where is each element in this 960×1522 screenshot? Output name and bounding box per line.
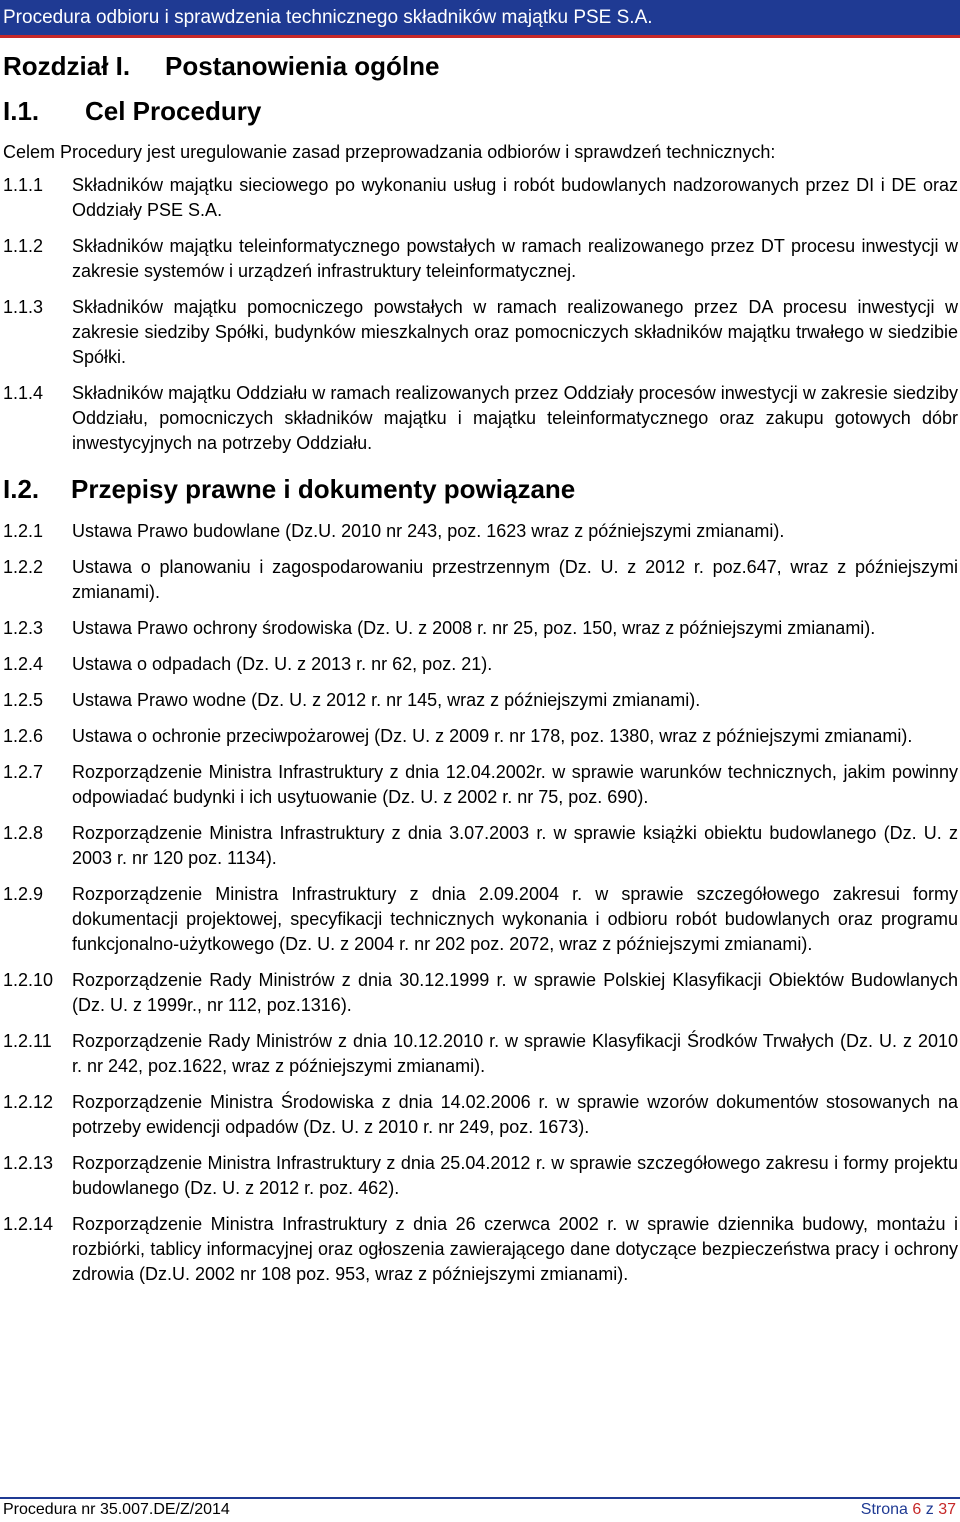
list-item (3, 616, 958, 641)
item-text: Ustawa o planowaniu i zagospodarowaniu przestrzennym (Dz. U. z 2012 r. poz.647, wraz z późniejszymi zmianami). (72, 557, 958, 602)
item-number: 1.2.9 (3, 884, 44, 904)
list-item (3, 555, 958, 605)
section-1-list (3, 173, 958, 456)
page-number: 6 (912, 1501, 922, 1518)
item-text: Ustawa o ochronie przeciwpożarowej (Dz. U. z 2009 r. nr 178, poz. 1380, wraz z późniejszymi zmianami). (72, 726, 913, 746)
footer-page-indicator (861, 1500, 956, 1520)
item-text: Składników majątku Oddziału w ramach realizowanych przez Oddziały procesów inwestycji w zakresie siedziby Oddziału, pomocniczych składników majątku i majątku teleinformatycznego oraz zakupu gotowych dóbr inwestycyjnych na potrzeby Oddziału. (72, 383, 958, 453)
item-number: 1.2.6 (3, 726, 44, 746)
item-number: 1.2.5 (3, 690, 44, 710)
item-text: Rozporządzenie Ministra Infrastruktury z dnia 25.04.2012 r. w sprawie szczegółowego zakresu i formy projektu budowlanego (Dz. U. z 2012 r. poz. 462). (72, 1153, 958, 1198)
item-number: 1.2.12 (3, 1092, 54, 1112)
list-item (3, 173, 958, 223)
item-number: 1.1.3 (3, 297, 44, 317)
item-number: 1.2.1 (3, 521, 44, 541)
list-item (3, 1029, 958, 1079)
item-text: Ustawa Prawo ochrony środowiska (Dz. U. z 2008 r. nr 25, poz. 150, wraz z późniejszymi zmianami). (72, 618, 876, 638)
item-number: 1.2.4 (3, 654, 44, 674)
section-1-title: Cel Procedury (85, 96, 262, 126)
list-item (3, 688, 958, 713)
section-1-intro: Celem Procedury jest uregulowanie zasad przeprowadzania odbiorów i sprawdzeń technicznych: (3, 142, 776, 162)
item-text: Rozporządzenie Rady Ministrów z dnia 10.12.2010 r. w sprawie Klasyfikacji Środków Trwałych (Dz. U. z 2010 r. nr 242, poz.1622, wraz z późniejszymi zmianami). (72, 1031, 958, 1076)
list-item (3, 1151, 958, 1201)
document-body (3, 42, 958, 1298)
list-item (3, 519, 958, 544)
item-number: 1.2.8 (3, 823, 44, 843)
item-text: Ustawa Prawo budowlane (Dz.U. 2010 nr 243, poz. 1623 wraz z późniejszymi zmianami). (72, 521, 785, 541)
item-text: Rozporządzenie Ministra Infrastruktury z dnia 3.07.2003 r. w sprawie książki obiektu budowlanego (Dz. U. z 2003 r. nr 120 poz. 1134). (72, 823, 958, 868)
list-item (3, 882, 958, 957)
list-item (3, 760, 958, 810)
list-item (3, 821, 958, 871)
item-number: 1.1.2 (3, 236, 44, 256)
item-number: 1.2.11 (3, 1031, 52, 1051)
item-text: Ustawa Prawo wodne (Dz. U. z 2012 r. nr 145, wraz z późniejszymi zmianami). (72, 690, 701, 710)
item-text: Składników majątku teleinformatycznego powstałych w ramach realizowanego przez DT procesu inwestycji w zakresie systemów i urządzeń infrastruktury teleinformatycznej. (72, 236, 958, 281)
chapter-number: Rozdział I. (3, 51, 131, 81)
item-text: Składników majątku sieciowego po wykonaniu usług i robót budowlanych nadzorowanych przez DI i DE oraz Oddziały PSE S.A. (72, 175, 958, 220)
page-label: Strona (860, 1501, 908, 1518)
document-header: Procedura odbioru i sprawdzenia technicznego składników majątku PSE S.A. (0, 0, 960, 35)
item-text: Rozporządzenie Ministra Infrastruktury z dnia 2.09.2004 r. w sprawie szczegółowego zakresui formy dokumentacji projektowej, specyfikacji technicznych wykonania i odbioru robót budowlanych oraz programu funkcjonalno-użytkowego (Dz. U. z 2004 r. nr 202 poz. 2072, wraz z późniejszymi zmianami). (72, 884, 958, 954)
section-2-title: Przepisy prawne i dokumenty powiązane (71, 474, 576, 504)
section-1-heading (3, 88, 958, 134)
list-item (3, 724, 958, 749)
item-number: 1.2.7 (3, 762, 44, 782)
footer-rule (0, 1497, 960, 1499)
list-item (3, 381, 958, 456)
list-item (3, 234, 958, 284)
list-item (3, 1212, 958, 1287)
item-number: 1.2.3 (3, 618, 44, 638)
item-number: 1.2.14 (3, 1214, 54, 1234)
item-text: Rozporządzenie Ministra Infrastruktury z dnia 26 czerwca 2002 r. w sprawie dziennika budowy, montażu i rozbiórki, tablicy informacyjnej oraz ogłoszenia zawierającego dane dotyczące bezpieczeństwa pracy i ochrony zdrowia (Dz.U. 2002 nr 108 poz. 953, wraz z późniejszymi zmianami). (72, 1214, 958, 1284)
section-2-list (3, 519, 958, 1287)
item-number: 1.1.4 (3, 383, 44, 403)
section-2-heading (3, 467, 958, 511)
header-rule (0, 35, 960, 38)
page-separator: z (925, 1501, 934, 1518)
chapter-heading (3, 46, 958, 86)
item-text: Składników majątku pomocniczego powstałych w ramach realizowanego przez DA procesu inwestycji w zakresie siedziby Spółki, budynków mieszkalnych oraz pomocniczych składników majątku trwałego w siedzibie Spółki. (72, 297, 958, 367)
section-2-number: I.2. (3, 474, 40, 504)
item-number: 1.2.2 (3, 557, 44, 577)
item-text: Ustawa o odpadach (Dz. U. z 2013 r. nr 62, poz. 21). (72, 654, 493, 674)
page-total: 37 (938, 1501, 956, 1518)
item-number: 1.1.1 (3, 175, 44, 195)
list-item (3, 1090, 958, 1140)
list-item (3, 968, 958, 1018)
chapter-title: Postanowienia ogólne (165, 51, 440, 81)
list-item (3, 295, 958, 370)
item-number: 1.2.13 (3, 1153, 54, 1173)
item-text: Rozporządzenie Ministra Środowiska z dnia 14.02.2006 r. w sprawie wzorów dokumentów stosowanych na potrzeby ewidencji odpadów (Dz. U. z 2010 r. nr 249, poz. 1673). (72, 1092, 958, 1137)
item-number: 1.2.10 (3, 970, 54, 990)
section-1-number: I.1. (3, 96, 40, 126)
list-item (3, 652, 958, 677)
item-text: Rozporządzenie Ministra Infrastruktury z dnia 12.04.2002r. w sprawie warunków technicznych, jakim powinny odpowiadać budynki i ich usytuowanie (Dz. U. z 2002 r. nr 75, poz. 690). (72, 762, 958, 807)
item-text: Rozporządzenie Rady Ministrów z dnia 30.12.1999 r. w sprawie Polskiej Klasyfikacji Obiektów Budowlanych (Dz. U. z 1999r., nr 112, poz.1316). (72, 970, 958, 1015)
footer-procedure-number: Procedura nr 35.007.DE/Z/2014 (3, 1501, 230, 1518)
